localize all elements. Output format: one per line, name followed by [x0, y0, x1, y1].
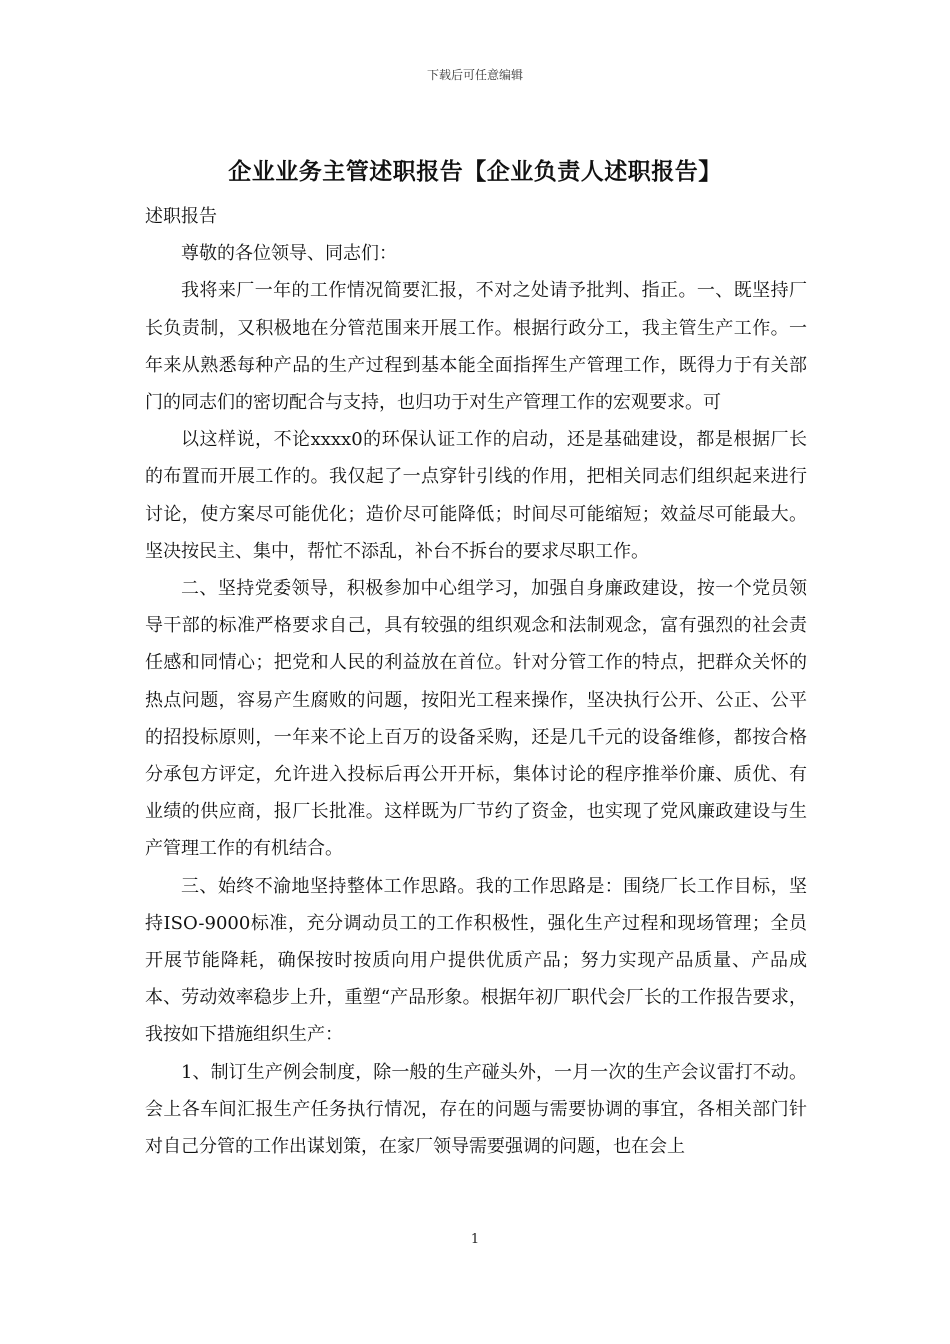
- body-paragraph: 三、始终不渝地坚持整体工作思路。我的工作思路是：围绕厂长工作目标，坚持ISO-9000标准，充分调动员工的工作积极性，强化生产过程和现场管理；全员开展节能降耗，确保按时按质向用户提供优质产品；努力实现产品质量、产品成本、劳动效率稳步上升，重塑“产品形象。根据年初厂职代会厂长的工作报告要求，我按如下措施组织生产：: [145, 875, 807, 1046]
- salutation: 尊敬的各位领导、同志们：: [181, 243, 397, 265]
- document-title: 企业业务主管述职报告【企业负责人述职报告】: [228, 158, 722, 185]
- document-body: [145, 198, 807, 1165]
- body-paragraph: 二、坚持党委领导，积极参加中心组学习，加强自身廉政建设，按一个党员领导干部的标准严格要求自己，具有较强的组织观念和法制观念，富有强烈的社会责任感和同情心；把党和人民的利益放在首位。针对分管工作的特点，把群众关怀的热点问题，容易产生腐败的问题，按阳光工程来操作，坚决执行公开、公正、公平的招投标原则，一年来不论上百万的设备采购，还是几千元的设备维修，都按合格分承包方评定，允许进入投标后再公开开标，集体讨论的程序推举价廉、质优、有业绩的供应商，报厂长批准。这样既为厂节约了资金，也实现了党风廉政建设与生产管理工作的有机结合。: [145, 578, 807, 860]
- page-header-note: 下载后可任意编辑: [426, 68, 523, 82]
- page-number: 1: [470, 1232, 480, 1247]
- body-paragraph: 以这样说，不论xxxx0的环保认证工作的启动，还是基础建设，都是根据厂长的布置而开展工作的。我仅起了一点穿针引线的作用，把相关同志们组织起来进行讨论，使方案尽可能优化；造价尽可能降低；时间尽可能缩短；效益尽可能最大。坚决按民主、集中，帮忙不添乱，补台不拆台的要求尽职工作。: [145, 429, 807, 562]
- section-heading: 述职报告: [145, 206, 217, 227]
- body-paragraph: 我将来厂一年的工作情况简要汇报，不对之处请予批判、指正。一、既坚持厂长负责制，又积极地在分管范围来开展工作。根据行政分工，我主管生产工作。一年来从熟悉每种产品的生产过程到基本能全面指挥生产管理工作，既得力于有关部门的同志们的密切配合与支持，也归功于对生产管理工作的宏观要求。可: [145, 280, 807, 414]
- body-paragraph: 1、制订生产例会制度，除一般的生产碰头外，一月一次的生产会议雷打不动。会上各车间汇报生产任务执行情况，存在的问题与需要协调的事宜，各相关部门针对自己分管的工作出谋划策，在家厂领导需要强调的问题，也在会上: [145, 1061, 807, 1158]
